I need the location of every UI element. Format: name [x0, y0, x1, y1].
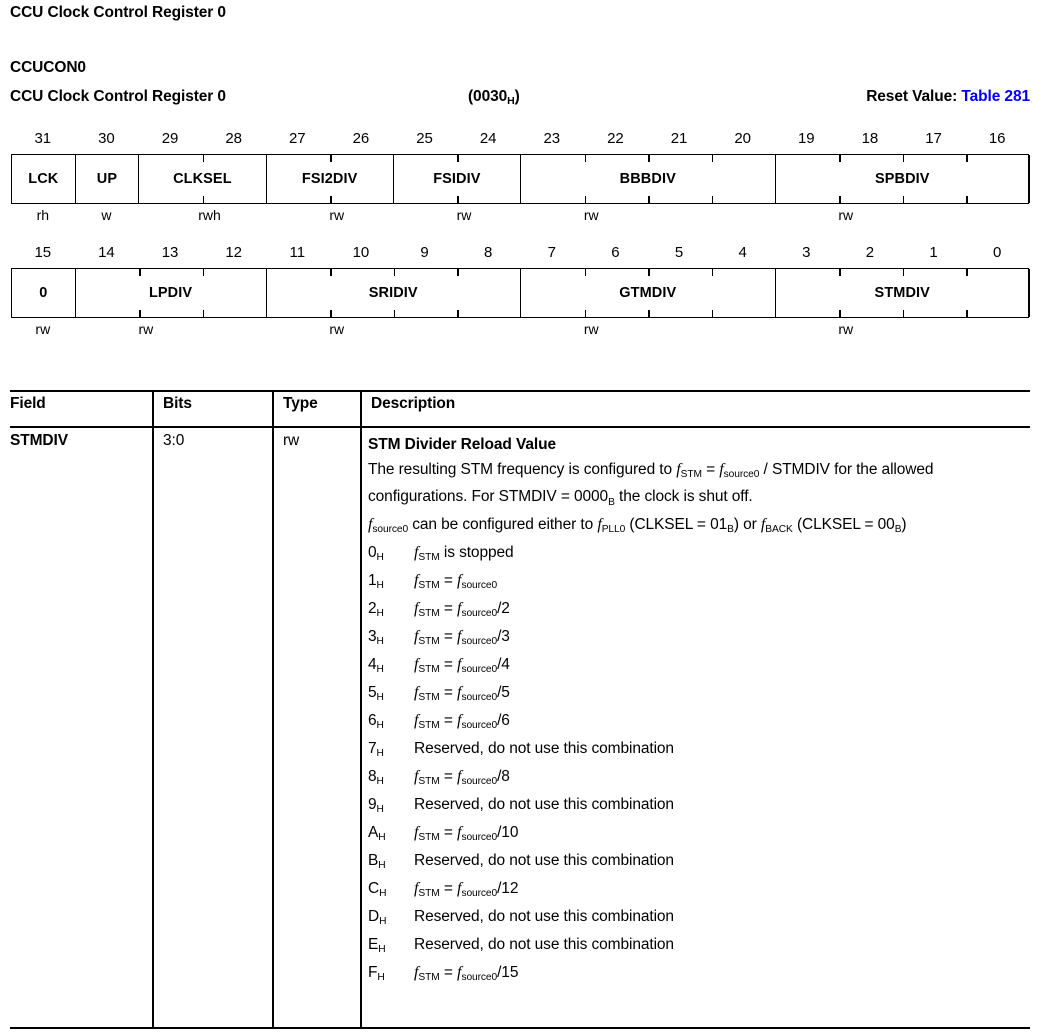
bit-tick-mark [203, 155, 204, 162]
bit-number: 6 [611, 244, 620, 261]
page-title: CCU Clock Control Register 0 [10, 4, 226, 21]
access-type-row-high [11, 204, 1029, 228]
access-type-label: rw [838, 207, 854, 223]
enum-value-item [368, 959, 1028, 987]
bit-number: 5 [674, 244, 684, 261]
bit-number: 19 [797, 130, 815, 147]
bit-tick-mark [585, 196, 586, 203]
bit-tick-mark [139, 269, 140, 276]
bit-field-label: LPDIV [148, 285, 193, 301]
reset-value [866, 88, 1030, 106]
access-type-label: rw [583, 207, 599, 223]
access-type-label: rw [35, 321, 51, 337]
enum-value-item [368, 875, 1028, 903]
bit-number: 25 [416, 130, 433, 147]
bit-tick-mark [648, 269, 649, 276]
table-column-divider-3 [360, 390, 362, 1027]
table-header-description: Description [371, 395, 456, 412]
enum-value-code: $F_H$ [368, 963, 385, 984]
register-offset-value: (0030 [468, 88, 508, 105]
bit-tick-mark [648, 310, 649, 317]
enum-value-description: $f_{STM} = f_{source0}/3$ [414, 627, 510, 648]
bit-tick-mark [585, 310, 586, 317]
bit-field-lpdiv [76, 269, 267, 317]
bit-tick-mark [330, 310, 331, 317]
enum-value-item [368, 735, 1028, 763]
bit-tick-mark [903, 269, 904, 276]
access-type-row-low [11, 318, 1029, 342]
enum-value-item [368, 791, 1028, 819]
table-column-divider-2 [272, 390, 274, 1027]
bit-number: 27 [288, 130, 306, 147]
bit-number-row-high [11, 128, 1029, 154]
bit-tick-mark [585, 155, 586, 162]
bit-tick-mark [712, 269, 713, 276]
bit-field-label: BBBDIV [619, 171, 676, 187]
bit-tick-mark [839, 196, 840, 203]
register-offset-subscript: H [507, 95, 515, 108]
bit-tick-mark [330, 196, 331, 203]
access-type-label: rw [456, 207, 472, 223]
table-header-rule [10, 426, 1030, 428]
bit-number: 20 [734, 130, 752, 147]
enum-value-description: $f_{STM}$ is stopped [414, 543, 514, 564]
bit-tick-mark [585, 269, 586, 276]
enum-value-description: Reserved, do not use this combination [414, 851, 674, 869]
bit-number: 11 [289, 244, 306, 261]
bit-tick-mark [394, 310, 395, 317]
bit-tick-mark [394, 269, 395, 276]
bit-number: 17 [925, 130, 942, 147]
enum-value-item [368, 819, 1028, 847]
bit-tick-mark [203, 269, 204, 276]
bit-number: 26 [352, 130, 370, 147]
enum-value-code: $D_H$ [368, 907, 387, 928]
row-bits: 3:0 [163, 432, 185, 449]
bit-number: 22 [607, 130, 624, 147]
access-type-label: rw [583, 321, 599, 337]
enum-value-code: $4_H$ [368, 655, 384, 676]
register-bit-diagram-low [11, 242, 1029, 342]
enum-value-item [368, 567, 1028, 595]
bit-number: 4 [738, 244, 747, 261]
enum-value-item [368, 651, 1028, 679]
enum-value-code: $9_H$ [368, 795, 384, 816]
bit-number: 10 [352, 244, 370, 261]
enum-value-description: $f_{STM} = f_{source0}/10$ [414, 823, 519, 844]
bit-tick-mark [203, 310, 204, 317]
bit-number: 16 [988, 130, 1006, 147]
bit-tick-mark [839, 310, 840, 317]
bit-tick-mark [712, 310, 713, 317]
description-paragraph: $f_{source0}$ can be configured either to $f_{PLL0}$ (CLKSEL = $01_B$) or $f_{BACK}$ (CLKSEL = $00_B$) [368, 515, 907, 535]
bit-tick-mark [203, 196, 204, 203]
access-type-label: rw [329, 207, 345, 223]
bit-tick-mark [139, 310, 140, 317]
bit-field-up [76, 155, 140, 203]
bit-tick-mark [966, 196, 967, 203]
bit-number: 8 [484, 244, 493, 261]
bit-number: 0 [993, 244, 1002, 261]
enum-value-description: $f_{STM} = f_{source0}/6$ [414, 711, 510, 732]
access-type-label: rw [838, 321, 854, 337]
bit-tick-mark [457, 269, 458, 276]
bit-field-row-low [11, 268, 1029, 318]
enum-value-code: $6_H$ [368, 711, 384, 732]
bit-number: 28 [225, 130, 243, 147]
bit-number: 23 [543, 130, 561, 147]
access-type-label: rwh [198, 207, 221, 223]
bit-tick-mark [457, 196, 458, 203]
bit-field-label: 0 [39, 285, 48, 301]
reset-value-link[interactable]: Table 281 [961, 88, 1030, 105]
access-type-label: rh [36, 207, 50, 223]
bit-tick-mark [966, 155, 967, 162]
enum-value-item [368, 539, 1028, 567]
enum-value-item [368, 707, 1028, 735]
register-long-name: CCU Clock Control Register 0 [10, 88, 226, 105]
bit-number-row-low [11, 242, 1029, 268]
enum-value-code: $C_H$ [368, 879, 387, 900]
bit-tick-mark [903, 155, 904, 162]
bit-tick-mark [966, 269, 967, 276]
bit-field-0 [12, 269, 76, 317]
enum-value-description: Reserved, do not use this combination [414, 739, 674, 757]
access-type-label: rw [138, 321, 154, 337]
bit-number: 30 [98, 130, 115, 147]
bit-field-row-high [11, 154, 1029, 204]
bit-number: 31 [34, 130, 52, 147]
enum-value-description: Reserved, do not use this combination [414, 907, 674, 925]
bit-number: 24 [479, 130, 497, 147]
bit-number: 9 [420, 244, 429, 261]
bit-field-lck [12, 155, 76, 203]
enum-value-code: $A_H$ [368, 823, 386, 844]
enum-value-code: $7_H$ [368, 739, 384, 760]
register-offset [468, 88, 520, 106]
bit-number: 15 [34, 244, 52, 261]
enum-value-code: $5_H$ [368, 683, 384, 704]
bit-field-label: GTMDIV [619, 285, 677, 301]
enum-value-description: Reserved, do not use this combination [414, 795, 674, 813]
bit-tick-mark [457, 155, 458, 162]
bit-tick-mark [839, 155, 840, 162]
description-paragraphs [368, 457, 1028, 539]
bit-tick-mark [648, 196, 649, 203]
bit-field-label: UP [96, 171, 118, 187]
bit-tick-mark [648, 155, 649, 162]
bit-number: 18 [861, 130, 879, 147]
table-bottom-rule [10, 1027, 1030, 1029]
access-type-label: w [101, 207, 112, 223]
enum-value-item [368, 763, 1028, 791]
bit-field-label: FSIDIV [433, 171, 481, 187]
enum-value-description: Reserved, do not use this combination [414, 935, 674, 953]
enum-value-description: $f_{STM} = f_{source0}/8$ [414, 767, 510, 788]
enum-value-item [368, 931, 1028, 959]
enum-value-item [368, 903, 1028, 931]
enum-value-item [368, 847, 1028, 875]
row-description [368, 432, 1028, 987]
bit-field-label: SRIDIV [368, 285, 418, 301]
enum-value-description: $f_{STM} = f_{source0}/15$ [414, 963, 519, 984]
register-offset-close: ) [514, 88, 520, 105]
bit-field-label: FSI2DIV [301, 171, 358, 187]
enum-value-description: $f_{STM} = f_{source0}/4$ [414, 655, 510, 676]
enum-value-code: $B_H$ [368, 851, 386, 872]
bit-field-label: SPBDIV [874, 171, 930, 187]
enum-value-description: $f_{STM} = f_{source0}/12$ [414, 879, 519, 900]
register-short-name: CCUCON0 [10, 59, 86, 76]
bit-number: 3 [802, 244, 811, 261]
table-top-rule [10, 390, 1030, 392]
enum-value-item [368, 679, 1028, 707]
enum-value-description: $f_{STM} = f_{source0}/5$ [414, 683, 510, 704]
bit-number: 12 [225, 244, 243, 261]
bit-number: 29 [161, 130, 179, 147]
enum-value-description: $f_{STM} = f_{source0}$ [414, 571, 498, 592]
bit-field-label: CLKSEL [173, 171, 232, 187]
enum-value-description: $f_{STM} = f_{source0}/2$ [414, 599, 510, 620]
enum-value-list [368, 539, 1028, 987]
bit-number: 21 [670, 130, 688, 147]
row-field-name: STMDIV [10, 432, 68, 449]
reset-value-label: Reset Value: [866, 88, 962, 105]
bit-tick-mark [839, 269, 840, 276]
bit-number: 1 [929, 244, 938, 261]
table-header-field: Field [10, 395, 46, 412]
enum-value-item [368, 595, 1028, 623]
enum-value-item [368, 623, 1028, 651]
bit-tick-mark [966, 310, 967, 317]
bit-tick-mark [330, 269, 331, 276]
bit-tick-mark [903, 310, 904, 317]
enum-value-code: $0_H$ [368, 543, 384, 564]
table-column-divider-1 [152, 390, 154, 1027]
table-header-bits: Bits [163, 395, 192, 412]
row-type: rw [283, 432, 300, 449]
bit-tick-mark [712, 196, 713, 203]
enum-value-code: $3_H$ [368, 627, 384, 648]
bit-field-label: STMDIV [874, 285, 930, 301]
enum-value-code: $E_H$ [368, 935, 386, 956]
enum-value-code: $8_H$ [368, 767, 384, 788]
access-type-label: rw [329, 321, 345, 337]
bit-number: 7 [547, 244, 556, 261]
description-title: STM Divider Reload Value [368, 436, 556, 453]
bit-tick-mark [457, 310, 458, 317]
bit-tick-mark [712, 155, 713, 162]
register-bit-diagram-high [11, 128, 1029, 228]
bit-number: 14 [98, 244, 115, 261]
description-paragraph: The resulting STM frequency is configured to $f_{STM} = f_{source0}$ / STMDIV for the allowed configurations. For STMDIV = $0000_B$ the clock is shut off. [368, 461, 934, 508]
bit-tick-mark [330, 155, 331, 162]
bit-number: 2 [865, 244, 875, 261]
enum-value-code: $2_H$ [368, 599, 384, 620]
bit-tick-mark [903, 196, 904, 203]
enum-value-code: $1_H$ [368, 571, 384, 592]
bit-number: 13 [161, 244, 179, 261]
bit-field-label: LCK [28, 171, 59, 187]
table-header-type: Type [283, 395, 318, 412]
